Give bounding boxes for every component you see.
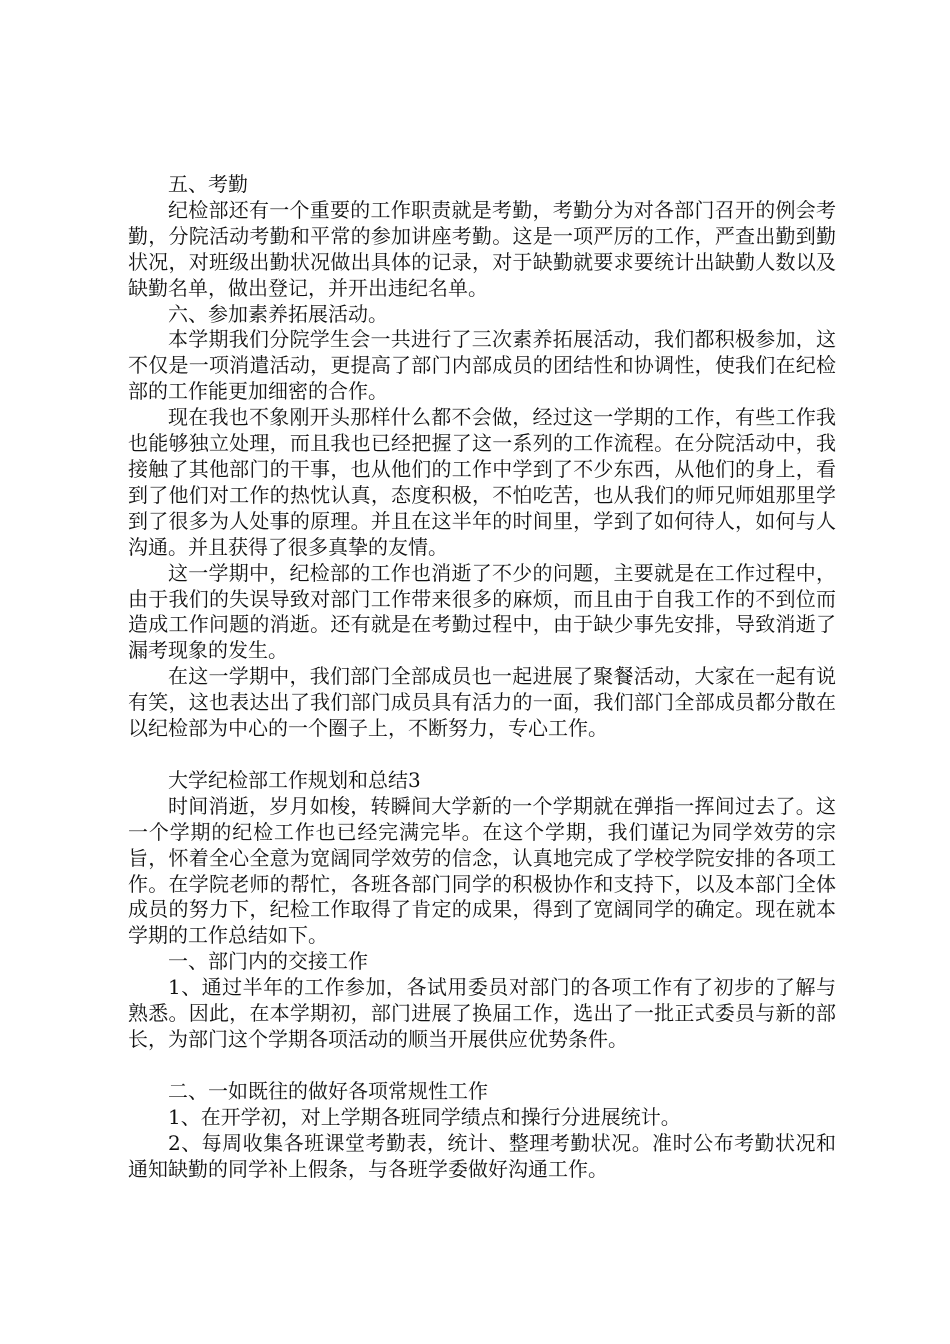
paragraph-routine-1: 1、在开学初，对上学期各班同学绩点和操行分进展统计。 (168, 1104, 681, 1129)
paragraph-gap (128, 742, 836, 768)
paragraph-activities: 本学期我们分院学生会一共进行了三次素养拓展活动，我们都积极参加，这不仅是一项消遣活动，更提高了部门内部成员的团结性和协调性，使我们在纪检部的工作能更加细密的合作。 (128, 327, 836, 404)
paragraph-routine-2: 2、每周收集各班课堂考勤表，统计、整理考勤状况。准时公布考勤状况和通知缺勤的同学补上假条，与各班学委做好沟通工作。 (128, 1130, 836, 1181)
paragraph-learning: 现在我也不象刚开头那样什么都不会做，经过这一学期的工作，有些工作我也能够独立处理，而且我也已经把握了这一系列的工作流程。在分院活动中，我接触了其他部门的干事，也从他们的工作中学到了不少东西，从他们的身上，看到了他们对工作的热忱认真，态度积极，不怕吃苦，也从我们的师兄师姐那里学到了很多为人处事的原理。并且在这半年的时间里，学到了如何待人，如何与人沟通。并且获得了很多真挚的友情。 (128, 405, 836, 559)
article-title: 大学纪检部工作规划和总结3 (168, 767, 421, 792)
section-heading-attendance: 五、考勤 (168, 172, 248, 196)
paragraph-problems: 这一学期中，纪检部的工作也消逝了不少的问题，主要就是在工作过程中，由于我们的失误导致对部门工作带来很多的麻烦，而且由于自我工作的不到位而造成工作问题的消逝。还有就是在考勤过程中，由于缺少事先安排，导致消逝了漏考现象的发生。 (128, 560, 836, 663)
paragraph-gap (128, 1053, 836, 1079)
section-heading-handover: 一、部门内的交接工作 (168, 949, 368, 974)
paragraph-dinner: 在这一学期中，我们部门全部成员也一起进展了聚餐活动，大家在一起有说有笑，这也表达出了我们部门成员具有活力的一面，我们部门全部成员都分散在以纪检部为中心的一个圈子上，不断努力，专心工作。 (128, 664, 836, 741)
paragraph-attendance-duty: 纪检部还有一个重要的工作职责就是考勤，考勤分为对各部门召开的例会考勤，分院活动考勤和平常的参加讲座考勤。这是一项严厉的工作，严查出勤到勤状况，对班级出勤状况做出具体的记录，对于缺勤就要求要统计出缺勤人数以及缺勤名单，做出登记，并开出违纪名单。 (128, 197, 836, 300)
section-heading-routine: 二、一如既往的做好各项常规性工作 (168, 1078, 488, 1103)
paragraph-intro: 时间消逝，岁月如梭，转瞬间大学新的一个学期就在弹指一挥间过去了。这一个学期的纪检工作也已经完满完毕。在这个学期，我们谨记为同学效劳的宗旨，怀着全心全意为宽阔同学效劳的信念，认真地完成了学校学院安排的各项工作。在学院老师的帮忙，各班各部门同学的积极协作和支持下，以及本部门全体成员的努力下，纪检工作取得了肯定的成果，得到了宽阔同学的确定。现在就本学期的工作总结如下。 (128, 793, 836, 948)
section-heading-activities: 六、参加素养拓展活动。 (168, 301, 388, 326)
document-page (128, 172, 836, 1183)
paragraph-handover: 1、通过半年的工作参加，各试用委员对部门的各项工作有了初步的了解与熟悉。因此，在本学期初，部门进展了换届工作，选出了一批正式委员与新的部长，为部门这个学期各项活动的顺当开展供应优势条件。 (128, 975, 836, 1051)
